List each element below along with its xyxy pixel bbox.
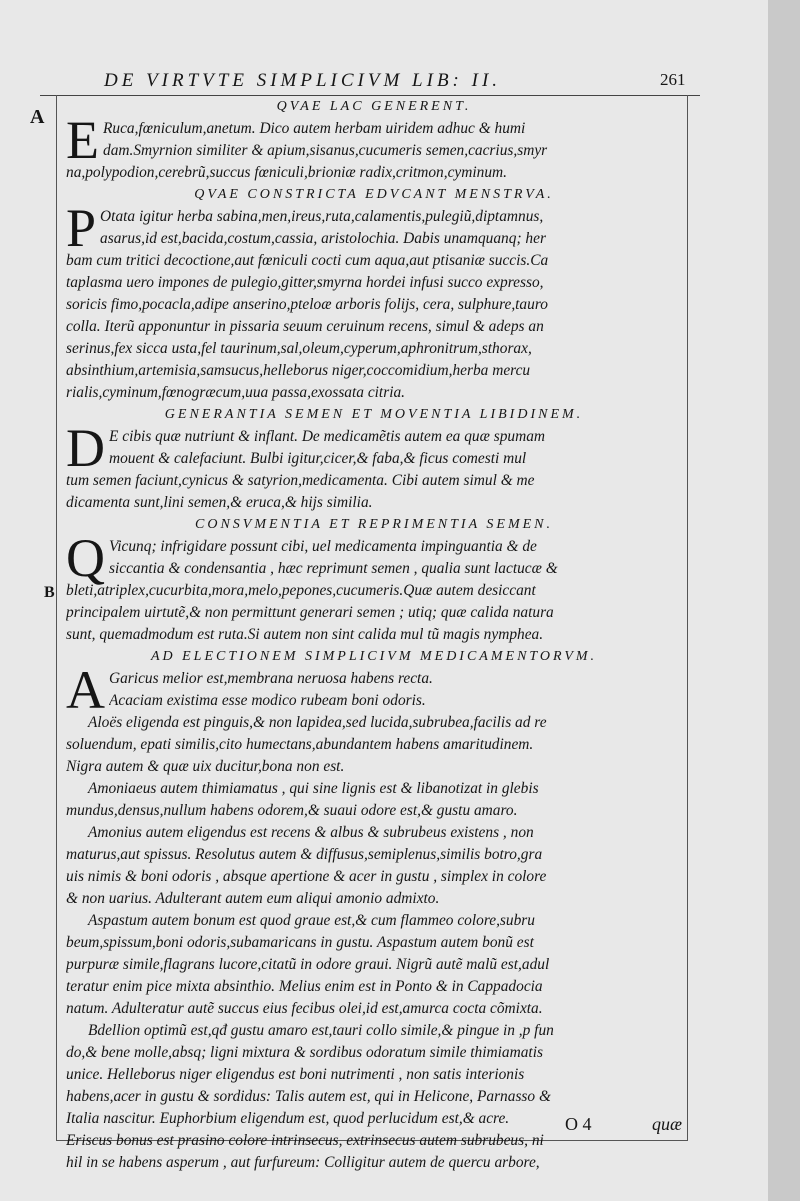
text-line: asarus,id est,bacida,costum,cassia, aristolochia. Dabis unamquanq; her	[100, 230, 546, 247]
text-line: teratur enim pice mixta absinthio. Melius enim est in Ponto & in Cappadocia	[66, 978, 543, 995]
drop-cap: A	[66, 660, 105, 720]
margin-letter-b: B	[44, 584, 55, 601]
margin-letter-a: A	[30, 106, 45, 128]
text-line: na,polypodion,cerebrũ,succus fœniculi,brioniæ radix,critmon,cyminum.	[66, 164, 507, 181]
signature-mark: O 4	[565, 1114, 592, 1134]
drop-cap: Q	[66, 528, 105, 588]
section-heading-generantia: GENERANTIA SEMEN ET MOVENTIA LIBIDINEM.	[164, 407, 584, 422]
text-line: colla. Iterũ apponuntur in pissaria seuum ceruinum recens, simul & adeps an	[66, 318, 544, 335]
drop-cap: E	[66, 110, 99, 170]
section-heading-lac: QVAE LAC GENERENT.	[276, 99, 472, 114]
text-line: Garicus melior est,membrana neruosa habens recta.	[109, 670, 433, 687]
text-line: E cibis quæ nutriunt & inflant. De medicamẽtis autem ea quæ spumam	[109, 428, 546, 445]
drop-cap: D	[66, 418, 105, 478]
text-line: Acaciam existima esse modico rubeam boni odoris.	[109, 692, 426, 709]
text-line: absinthium,artemisia,samsucus,helleborus niger,coccomidium,herba mercu	[66, 362, 531, 379]
page-number: 261	[660, 70, 686, 89]
text-line: purpuræ simile,flagrans lucore,citatũ in odore graui. Nigrũ autẽ malũ est,adul	[66, 956, 550, 973]
running-head: DE VIRTVTE SIMPLICIVM LIB: II.	[104, 70, 502, 91]
text-line: habens,acer in gustu & sordidus: Talis autem est, qui in Helicone, Parnasso &	[66, 1088, 551, 1105]
text-line: Amonius autem eligendus est recens & albus & subrubeus existens , non	[88, 824, 534, 841]
text-line: Eriscus bonus est prasino colore intrinsecus, extrinsecus autem subrubeus, ni	[66, 1132, 544, 1149]
section-body-electionem	[66, 660, 682, 1174]
drop-cap: P	[66, 198, 97, 258]
text-line: unice. Helleborus niger eligendus est boni nutrimenti , non satis interionis	[66, 1066, 525, 1083]
text-line: Bdellion optimũ est,qđ gustu amaro est,tauri collo simile,& pingue in ,p fun	[88, 1022, 554, 1039]
text-line: Amoniaeus autem thimiamatus , qui sine lignis est & libanotizat in glebis	[88, 780, 539, 797]
catchword: quæ	[652, 1114, 683, 1134]
text-line: hil in se habens asperum , aut furfureum: Colligitur autem de quercu arbore,	[66, 1154, 540, 1171]
section-body-lac	[66, 110, 682, 184]
text-line: mouent & calefaciunt. Bulbi igitur,cicer,& faba,& ficus comesti mul	[109, 450, 527, 467]
text-line: maturus,aut spissus. Resolutus autem & diffusus,semiplenus,similis botro,gra	[66, 846, 543, 863]
text-line: serinus,fex sicca usta,fel taurinum,sal,oleum,cyperum,aphronitrum,sthorax,	[66, 340, 532, 357]
body-text	[66, 96, 682, 1174]
text-line: Nigra autem & quæ uix ducitur,bona non est.	[66, 758, 345, 775]
text-line: tum semen faciunt,cynicus & satyrion,medicamenta. Cibi autem simul & me	[66, 472, 535, 489]
text-line: rialis,cyminum,fœnogræcum,uua passa,exossata citria.	[66, 384, 406, 401]
section-body-consumentia	[66, 528, 682, 646]
text-line: Vicunq; infrigidare possunt cibi, uel medicamenta impinguantia & de	[109, 538, 537, 555]
left-margin-rule	[56, 95, 57, 1140]
right-margin-rule	[687, 95, 688, 1140]
text-line: taplasma uero impones de pulegio,gitter,smyrna hordei infusi succo expresso,	[66, 274, 544, 291]
text-line: bleti,atriplex,cucurbita,mora,melo,pepones,cucumeris.Quæ autem desiccant	[66, 582, 536, 599]
text-line: beum,spissum,boni odoris,subamaricans in gustu. Aspastum autem bonũ est	[66, 934, 534, 951]
text-line: siccantia & condensantia , hæc reprimunt semen , qualia sunt lactucæ &	[109, 560, 558, 577]
text-line: do,& bene molle,absq; ligni mixtura & sordibus odoratum simile thimiamatis	[66, 1044, 543, 1061]
text-line: soluendum, epati similis,cito humectans,abundantem habens amaritudinem.	[66, 736, 534, 753]
text-line: sunt, quemadmodum est ruta.Si autem non sint calida mul tũ magis nymphea.	[66, 626, 544, 643]
text-line: mundus,densus,nullum habens odorem,& suaui odore est,& gustu amaro.	[66, 802, 518, 819]
text-line: Otata igitur herba sabina,men,ireus,ruta,calamentis,pulegiũ,diptamnus,	[100, 208, 544, 225]
text-line: Italia nascitur. Euphorbium eligendum est, quod perlucidum est,& acre.	[66, 1110, 510, 1127]
text-line: Ruca,fœniculum,anetum. Dico autem herbam uiridem adhuc & humi	[103, 120, 526, 137]
text-line: soricis fimo,pocacla,adipe anserino,pteloæ arboris folijs, cera, sulphure,tauro	[66, 296, 548, 313]
text-line: Aspastum autem bonum est quod graue est,& cum flammeo colore,subru	[88, 912, 535, 929]
section-heading-consumentia: CONSVMENTIA ET REPRIMENTIA SEMEN.	[195, 517, 553, 532]
text-line: principalem uirtutẽ,& non permittunt generari semen ; utiq; quæ calida natura	[66, 604, 554, 621]
page-gutter-shadow	[768, 0, 800, 1201]
section-heading-menstrua: QVAE CONSTRICTA EDVCANT MENSTRVA.	[194, 187, 554, 202]
text-line: natum. Adulteratur autẽ succus eius fecibus olei,id est,amurca cocta cõmixta.	[66, 1000, 543, 1017]
text-line: dam.Smyrnion similiter & apium,sisanus,cucumeris semen,cacrius,smyr	[103, 142, 548, 159]
text-line: Aloës eligenda est pinguis,& non lapidea,sed lucida,subrubea,facilis ad re	[88, 714, 547, 731]
text-line: dicamenta sunt,lini semen,& eruca,& hijs similia.	[66, 494, 373, 511]
section-body-menstrua	[66, 198, 682, 404]
text-line: bam cum tritici decoctione,aut fœniculi cocti cum aqua,aut ptisaniæ succis.Ca	[66, 252, 549, 269]
text-line: & non uarius. Adulterant autem eum aliqui amonio admixto.	[66, 890, 440, 907]
section-body-generantia	[66, 418, 682, 514]
text-line: uis nimis & boni odoris , absque apertione & acer in gustu , simplex in colore	[66, 868, 547, 885]
section-heading-electionem: AD ELECTIONEM SIMPLICIVM MEDICAMENTORVM.	[150, 649, 598, 664]
